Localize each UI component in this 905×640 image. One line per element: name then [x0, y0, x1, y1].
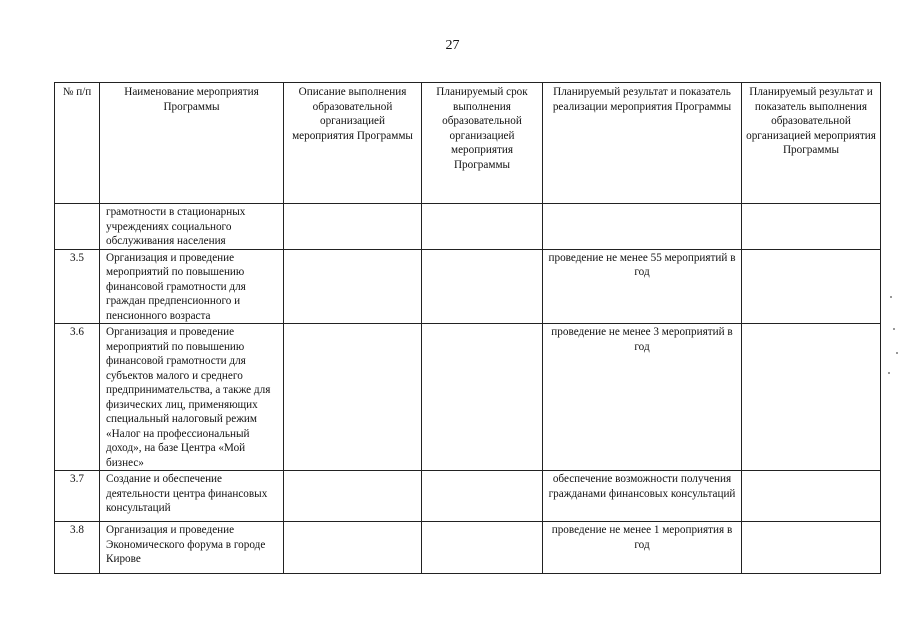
row-term	[422, 324, 543, 471]
scan-speck	[888, 372, 890, 374]
program-activities-table	[54, 82, 881, 574]
table-row	[55, 324, 881, 471]
header-term: Планируемый срок выполнения образовательной организацией мероприятия Программы	[422, 83, 543, 204]
row-planned-result: проведение не менее 3 мероприятий в год	[543, 324, 742, 471]
row-activity-name: Организация и проведение мероприятий по повышению финансовой грамотности для субъектов малого и среднего предпринимательства, а также для физических лиц, применяющих специальный налоговый режим «Налог на профессиональный доход», на базе Центра «Мой бизнес»	[100, 324, 284, 471]
row-org-result	[742, 204, 881, 250]
row-term	[422, 204, 543, 250]
header-planned-result: Планируемый результат и показатель реализации мероприятия Программы	[543, 83, 742, 204]
header-org-result: Планируемый результат и показатель выполнения образовательной организацией мероприятия Программы	[742, 83, 881, 204]
table-row	[55, 204, 881, 250]
row-description	[284, 471, 422, 522]
row-term	[422, 522, 543, 574]
row-planned-result: проведение не менее 55 мероприятий в год	[543, 249, 742, 324]
row-planned-result	[543, 204, 742, 250]
table-header-row	[55, 83, 881, 204]
row-term	[422, 471, 543, 522]
row-activity-name: Организация и проведение Экономического форума в городе Кирове	[100, 522, 284, 574]
scan-speck	[890, 296, 892, 298]
row-number: 3.5	[55, 249, 100, 324]
header-number: № п/п	[55, 83, 100, 204]
row-number	[55, 204, 100, 250]
page-number: 27	[445, 38, 460, 53]
row-planned-result: обеспечение возможности получения гражданами финансовых консультаций	[543, 471, 742, 522]
row-org-result	[742, 471, 881, 522]
row-activity-name: Организация и проведение мероприятий по повышению финансовой грамотности для граждан предпенсионного и пенсионного возраста	[100, 249, 284, 324]
table-row	[55, 522, 881, 574]
row-description	[284, 204, 422, 250]
row-description	[284, 522, 422, 574]
row-org-result	[742, 324, 881, 471]
row-org-result	[742, 249, 881, 324]
header-activity-name: Наименование мероприятия Программы	[100, 83, 284, 204]
row-number: 3.6	[55, 324, 100, 471]
scan-speck	[896, 352, 898, 354]
row-term	[422, 249, 543, 324]
row-activity-name: грамотности в стационарных учреждениях социального обслуживания населения	[100, 204, 284, 250]
table-row	[55, 249, 881, 324]
row-org-result	[742, 522, 881, 574]
scan-speck	[893, 328, 895, 330]
row-number: 3.8	[55, 522, 100, 574]
row-description	[284, 324, 422, 471]
header-description: Описание выполнения образовательной организацией мероприятия Программы	[284, 83, 422, 204]
row-number: 3.7	[55, 471, 100, 522]
table-row	[55, 471, 881, 522]
row-description	[284, 249, 422, 324]
row-planned-result: проведение не менее 1 мероприятия в год	[543, 522, 742, 574]
row-activity-name: Создание и обеспечение деятельности центра финансовых консультаций	[100, 471, 284, 522]
